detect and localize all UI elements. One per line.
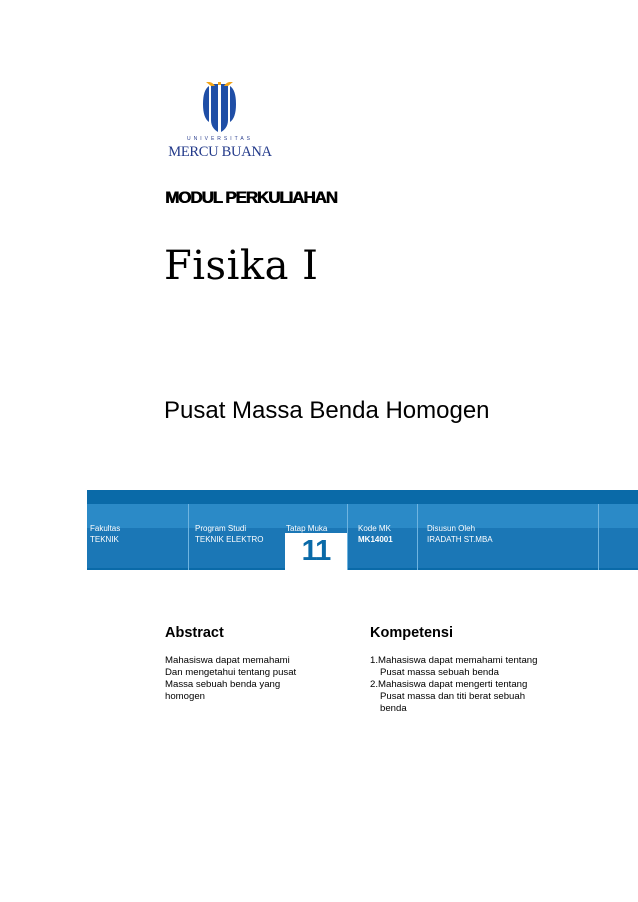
kode-mk-label: Kode MK [358,524,391,533]
tatap-muka-label: Tatap Muka [286,524,328,533]
band-value-row [87,528,638,568]
kompetensi-heading: Kompetensi [370,625,453,641]
abstract-heading: Abstract [165,625,224,641]
band-divider [188,504,189,570]
mercu-buana-emblem-icon [201,82,239,136]
band-divider [598,504,599,570]
fakultas-value: TEKNIK [90,535,119,544]
kompetensi-line: 1.Mahasiswa dapat memahami tentang [370,655,538,666]
university-logo [163,78,277,170]
topic-title: Pusat Massa Benda Homogen [164,397,490,424]
band-divider [347,504,348,570]
modul-label: MODUL PERKULIAHAN [165,188,337,207]
kompetensi-text [370,655,537,715]
abstract-line: Mahasiswa dapat memahami [165,655,290,666]
kompetensi-line: benda [380,703,407,714]
tatap-muka-number-box [285,533,347,571]
logo-universitas-text: UNIVERSITAS [187,136,253,142]
kompetensi-line: 2.Mahasiswa dapat mengerti tentang [370,679,528,690]
abstract-text [165,655,296,703]
fakultas-label: Fakultas [90,524,121,533]
logo-university-name: MERCU BUANA [168,144,272,160]
tatap-muka-value: 11 [301,535,331,567]
course-info-band [87,490,638,570]
course-title: Fisika I [164,243,319,289]
disusun-oleh-label: Disusun Oleh [427,524,476,533]
abstract-line: Massa sebuah benda yang [165,679,281,690]
disusun-oleh-value: IRADATH ST.MBA [427,535,493,544]
kompetensi-line: Pusat massa dan titi berat sebuah [380,691,526,702]
abstract-line: Dan mengetahui tentang pusat [165,667,297,678]
kompetensi-line: Pusat massa sebuah benda [380,667,499,678]
kode-mk-value: MK14001 [358,535,393,544]
abstract-line: homogen [165,691,206,702]
band-divider [417,504,418,570]
program-studi-label: Program Studi [195,524,247,533]
program-studi-value: TEKNIK ELEKTRO [195,535,264,544]
band-top-strip [87,490,638,504]
